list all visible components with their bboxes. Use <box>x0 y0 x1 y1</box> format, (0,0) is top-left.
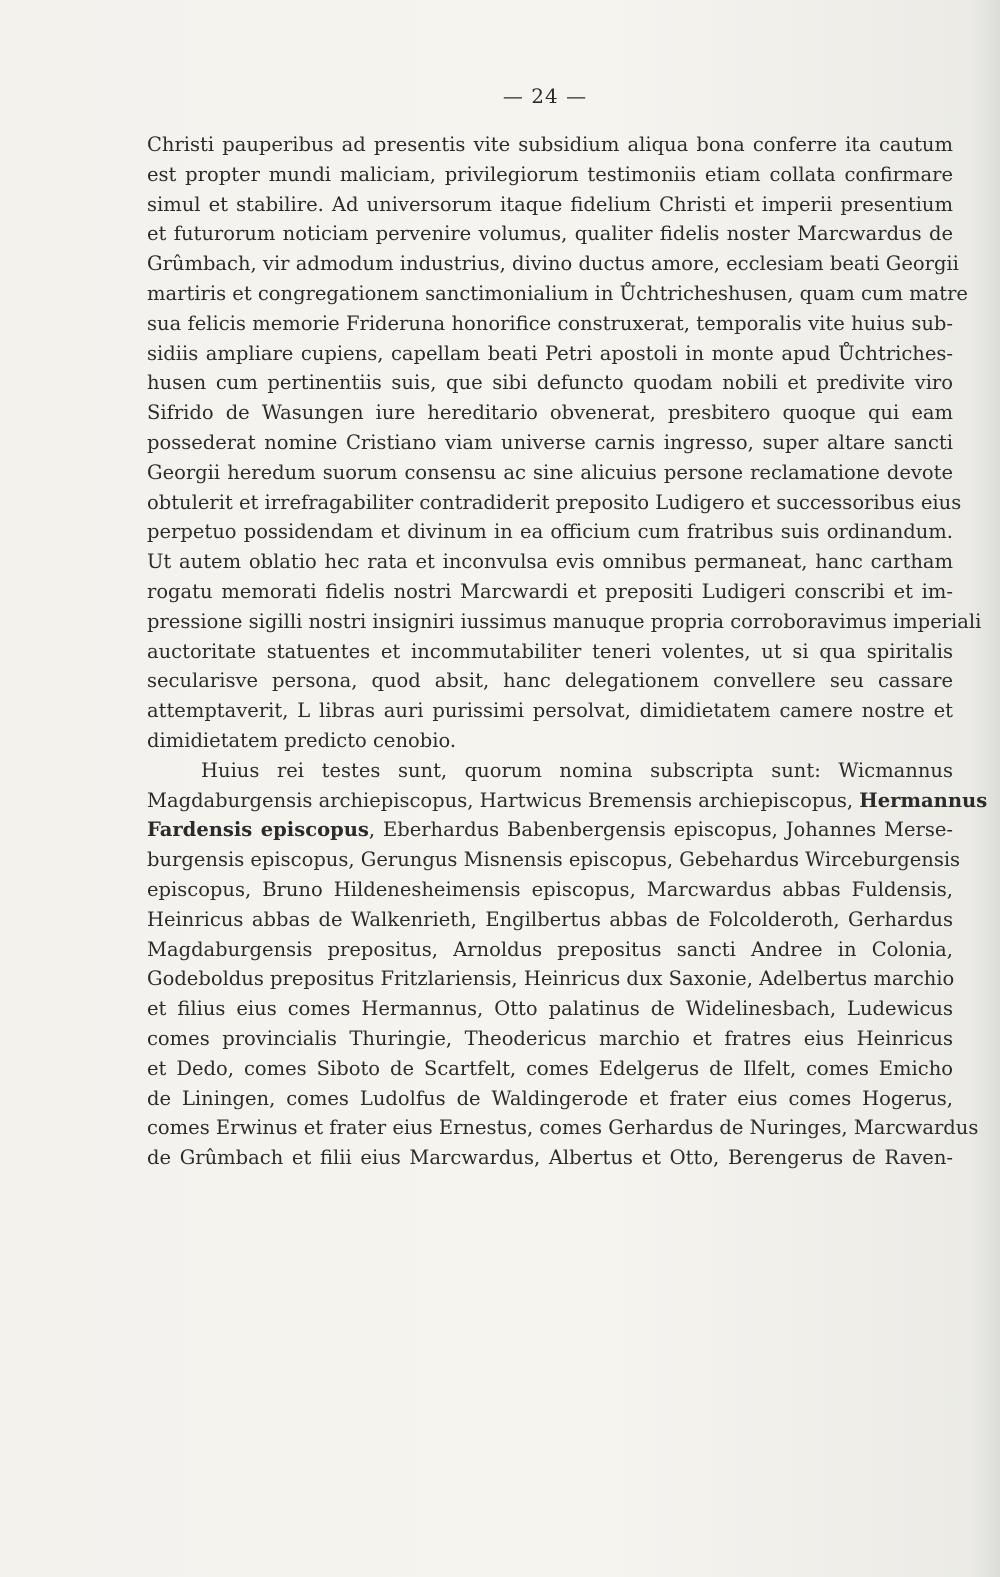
text-line: Georgii heredum suorum consensu ac sine alicuius persone reclamatione devote <box>147 460 953 484</box>
text-line: est propter mundi maliciam, privilegiorum testimoniis etiam collata confirmare <box>147 162 953 186</box>
text-line <box>147 815 953 845</box>
text-line: pressione sigilli nostri insigniri iussimus manuque propria corroboravimus imperiali <box>147 609 982 633</box>
paragraph-witnesses <box>147 756 988 1173</box>
text-line: Grûmbach, vir admodum industrius, divino ductus amore, ecclesiam beati Georgii <box>147 252 959 276</box>
text-line: rogatu memorati fidelis nostri Marcwardi et prepositi Ludigeri conscribi et im- <box>147 579 953 603</box>
text-line: comes provincialis Thuringie, Theodericus marchio et fratres eius Heinricus <box>147 1026 953 1050</box>
text-line: attemptaverit, L libras auri purissimi persolvat, dimidietatem camere nostre et <box>147 699 953 723</box>
text-line: husen cum pertinentiis suis, que sibi defuncto quodam nobili et predivite viro <box>147 371 953 395</box>
text-line: et filius eius comes Hermannus, Otto palatinus de Widelinesbach, Ludewicus <box>147 997 953 1021</box>
text-line: burgensis episcopus, Gerungus Misnensis episcopus, Gebehardus Wirceburgensis <box>147 848 961 872</box>
text-line: possederat nomine Cristiano viam universe carnis ingresso, super altare sancti <box>147 430 953 454</box>
text-line: de Grûmbach et filii eius Marcwardus, Albertus et Otto, Berengerus de Raven- <box>147 1146 953 1170</box>
text-line: episcopus, Bruno Hildenesheimensis episcopus, Marcwardus abbas Fuldensis, <box>147 877 953 901</box>
text-line: auctoritate statuentes et incommutabiliter teneri volentes, ut si qua spiritalis <box>147 639 953 663</box>
page-number: — 24 — <box>502 84 588 108</box>
text-line: simul et stabilire. Ad universorum itaque fidelium Christi et imperii presentium <box>147 192 953 216</box>
text-line: secularisve persona, quod absit, hanc delegationem convellere seu cassare <box>147 669 953 693</box>
text-line: perpetuo possidendam et divinum in ea officium cum fratribus suis ordinandum. <box>147 520 953 544</box>
text-fragment: Magdaburgensis archiepiscopus, Hartwicus Bremensis archiepiscopus, <box>147 788 854 812</box>
text-line: Magdaburgensis prepositus, Arnoldus prepositus sancti Andree in Colonia, <box>147 937 953 961</box>
text-line: Ut autem oblatio hec rata et inconvulsa evis omnibus permaneat, hanc cartham <box>147 550 953 574</box>
text-line: dimidietatem predicto cenobio. <box>147 728 457 752</box>
text-line <box>147 786 988 816</box>
text-line: sidiis ampliare cupiens, capellam beati Petri apostoli in monte apud Ůchtriches- <box>147 341 953 365</box>
text-line: comes Erwinus et frater eius Ernestus, comes Gerhardus de Nuringes, Marcwardus <box>147 1116 979 1140</box>
text-line: sua felicis memorie Frideruna honorifice construxerat, temporalis vite huius sub- <box>147 311 953 335</box>
text-line: de Liningen, comes Ludolfus de Waldingerode et frater eius comes Hogerus, <box>147 1086 953 1110</box>
text-line: et Dedo, comes Siboto de Scartfelt, comes Edelgerus de Ilfelt, comes Emicho <box>147 1056 953 1080</box>
bold-name: Hermannus <box>859 788 988 812</box>
bold-title: Fardensis episcopus <box>147 818 369 842</box>
text-line: Heinricus abbas de Walkenrieth, Engilbertus abbas de Folcolderoth, Gerhardus <box>147 907 953 931</box>
text-fragment: , Eberhardus Babenbergensis episcopus, Johannes Merse- <box>368 818 953 842</box>
text-line: obtulerit et irrefragabiliter contradiderit preposito Ludigero et successoribus eius <box>147 490 962 514</box>
text-line: et futurorum noticiam pervenire volumus, qualiter fidelis noster Marcwardus de <box>147 222 953 246</box>
document-body <box>147 130 988 1173</box>
text-line: Sifrido de Wasungen iure hereditario obvenerat, presbitero quoque qui eam <box>147 401 953 425</box>
text-line: Huius rei testes sunt, quorum nomina subscripta sunt: Wicmannus <box>201 758 953 782</box>
text-line: martiris et congregationem sanctimonialium in Ůchtricheshusen, quam cum matre <box>147 281 968 305</box>
text-line: Christi pauperibus ad presentis vite subsidium aliqua bona conferre ita cautum <box>147 133 953 156</box>
text-line: Godeboldus prepositus Fritzlariensis, Heinricus dux Saxonie, Adelbertus marchio <box>147 967 955 991</box>
paragraph-charter <box>147 130 982 756</box>
